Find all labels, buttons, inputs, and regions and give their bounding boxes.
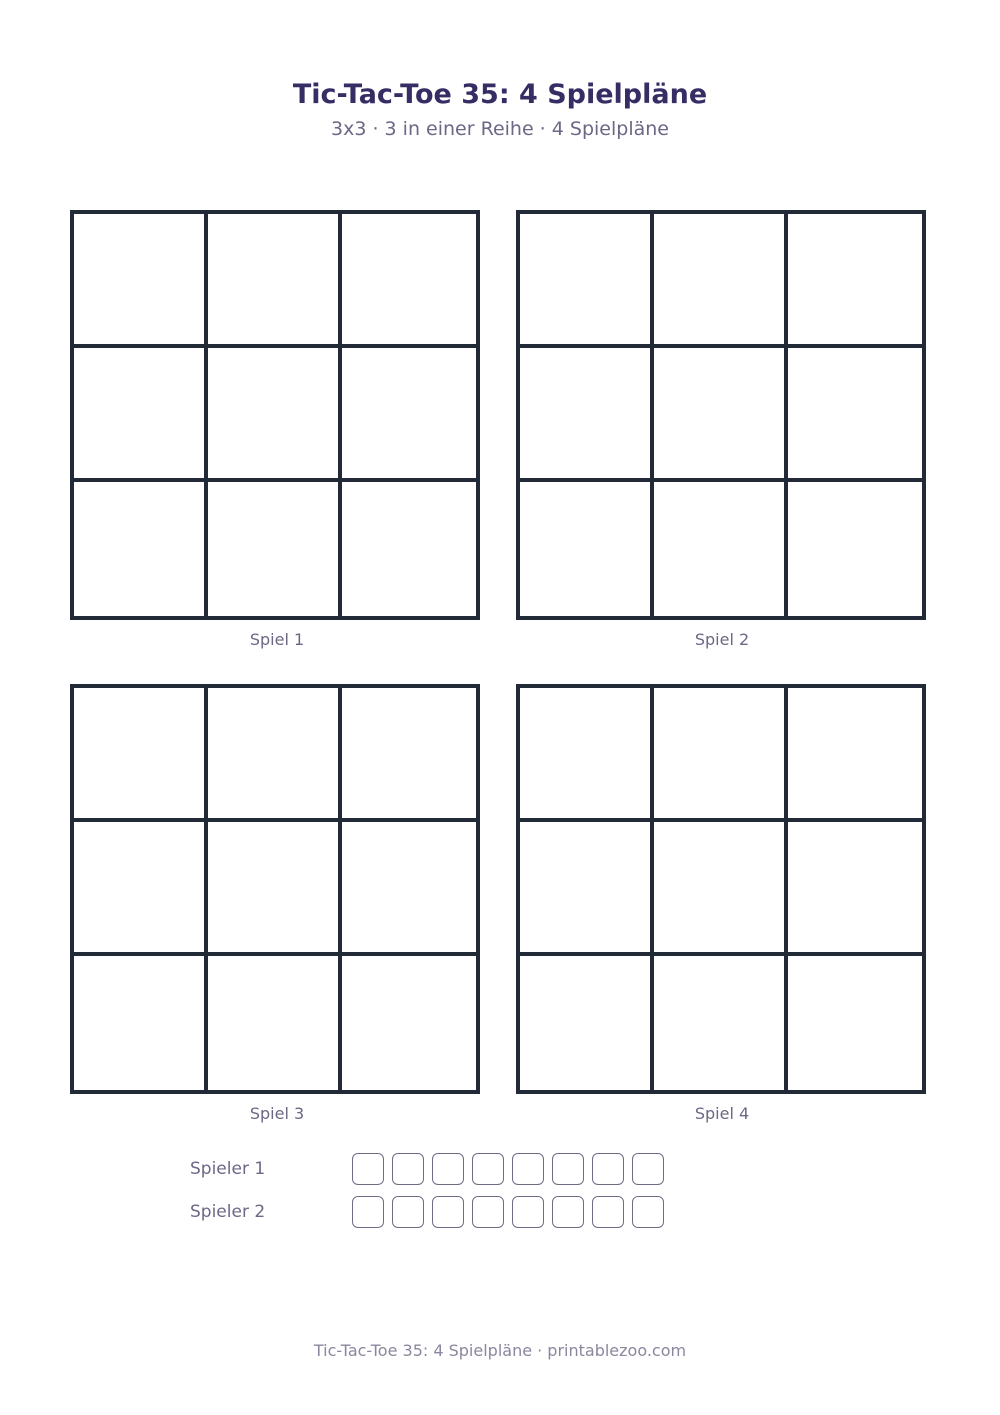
board-cell — [520, 348, 654, 482]
board-cell — [74, 482, 208, 616]
score-box — [512, 1153, 544, 1185]
score-box — [392, 1153, 424, 1185]
game-board-1 — [70, 210, 480, 620]
board-cell — [74, 822, 208, 956]
board-cell — [208, 688, 342, 822]
board-cell — [208, 956, 342, 1090]
game-board-3 — [70, 684, 480, 1094]
board-cell — [342, 956, 476, 1090]
score-box — [592, 1153, 624, 1185]
board-cell — [342, 822, 476, 956]
page-footer: Tic-Tac-Toe 35: 4 Spielpläne · printablezoo.com — [313, 1341, 687, 1360]
page-subtitle: 3x3 · 3 in einer Reihe · 4 Spielpläne — [331, 118, 669, 140]
score-box — [552, 1153, 584, 1185]
player-name-2: Spieler 2 — [190, 1202, 266, 1222]
board-cell — [520, 214, 654, 348]
board-label-3: Spiel 3 — [249, 1104, 305, 1123]
page-title: Tic-Tac-Toe 35: 4 Spielpläne — [292, 79, 708, 110]
game-board-4 — [516, 684, 926, 1094]
board-cell — [342, 214, 476, 348]
score-boxes-1 — [352, 1153, 664, 1185]
player-name-1: Spieler 1 — [190, 1159, 266, 1179]
board-cell — [74, 688, 208, 822]
board-cell — [654, 214, 788, 348]
board-cell — [654, 956, 788, 1090]
board-cell — [520, 688, 654, 822]
score-box — [472, 1196, 504, 1228]
score-box — [352, 1196, 384, 1228]
board-cell — [654, 688, 788, 822]
board-cell — [208, 482, 342, 616]
board-label-1: Spiel 1 — [249, 630, 305, 649]
score-box — [472, 1153, 504, 1185]
board-cell — [208, 214, 342, 348]
board-cell — [788, 822, 922, 956]
board-cell — [208, 348, 342, 482]
score-box — [512, 1196, 544, 1228]
board-cell — [74, 956, 208, 1090]
board-cell — [74, 214, 208, 348]
board-label-4: Spiel 4 — [694, 1104, 750, 1123]
score-box — [632, 1153, 664, 1185]
board-cell — [788, 214, 922, 348]
board-cell — [342, 348, 476, 482]
player-score-row-2 — [190, 1196, 690, 1230]
board-cell — [654, 822, 788, 956]
board-cell — [520, 822, 654, 956]
game-board-2 — [516, 210, 926, 620]
board-cell — [788, 688, 922, 822]
board-cell — [520, 482, 654, 616]
score-box — [632, 1196, 664, 1228]
score-box — [592, 1196, 624, 1228]
board-cell — [74, 348, 208, 482]
player-score-row-1 — [190, 1153, 690, 1187]
score-box — [552, 1196, 584, 1228]
board-label-2: Spiel 2 — [694, 630, 750, 649]
board-cell — [788, 482, 922, 616]
board-cell — [342, 482, 476, 616]
board-cell — [520, 956, 654, 1090]
score-box — [392, 1196, 424, 1228]
score-boxes-2 — [352, 1196, 664, 1228]
board-cell — [208, 822, 342, 956]
score-box — [432, 1196, 464, 1228]
score-box — [432, 1153, 464, 1185]
board-cell — [788, 956, 922, 1090]
score-box — [352, 1153, 384, 1185]
board-cell — [654, 348, 788, 482]
board-cell — [788, 348, 922, 482]
board-cell — [342, 688, 476, 822]
board-cell — [654, 482, 788, 616]
